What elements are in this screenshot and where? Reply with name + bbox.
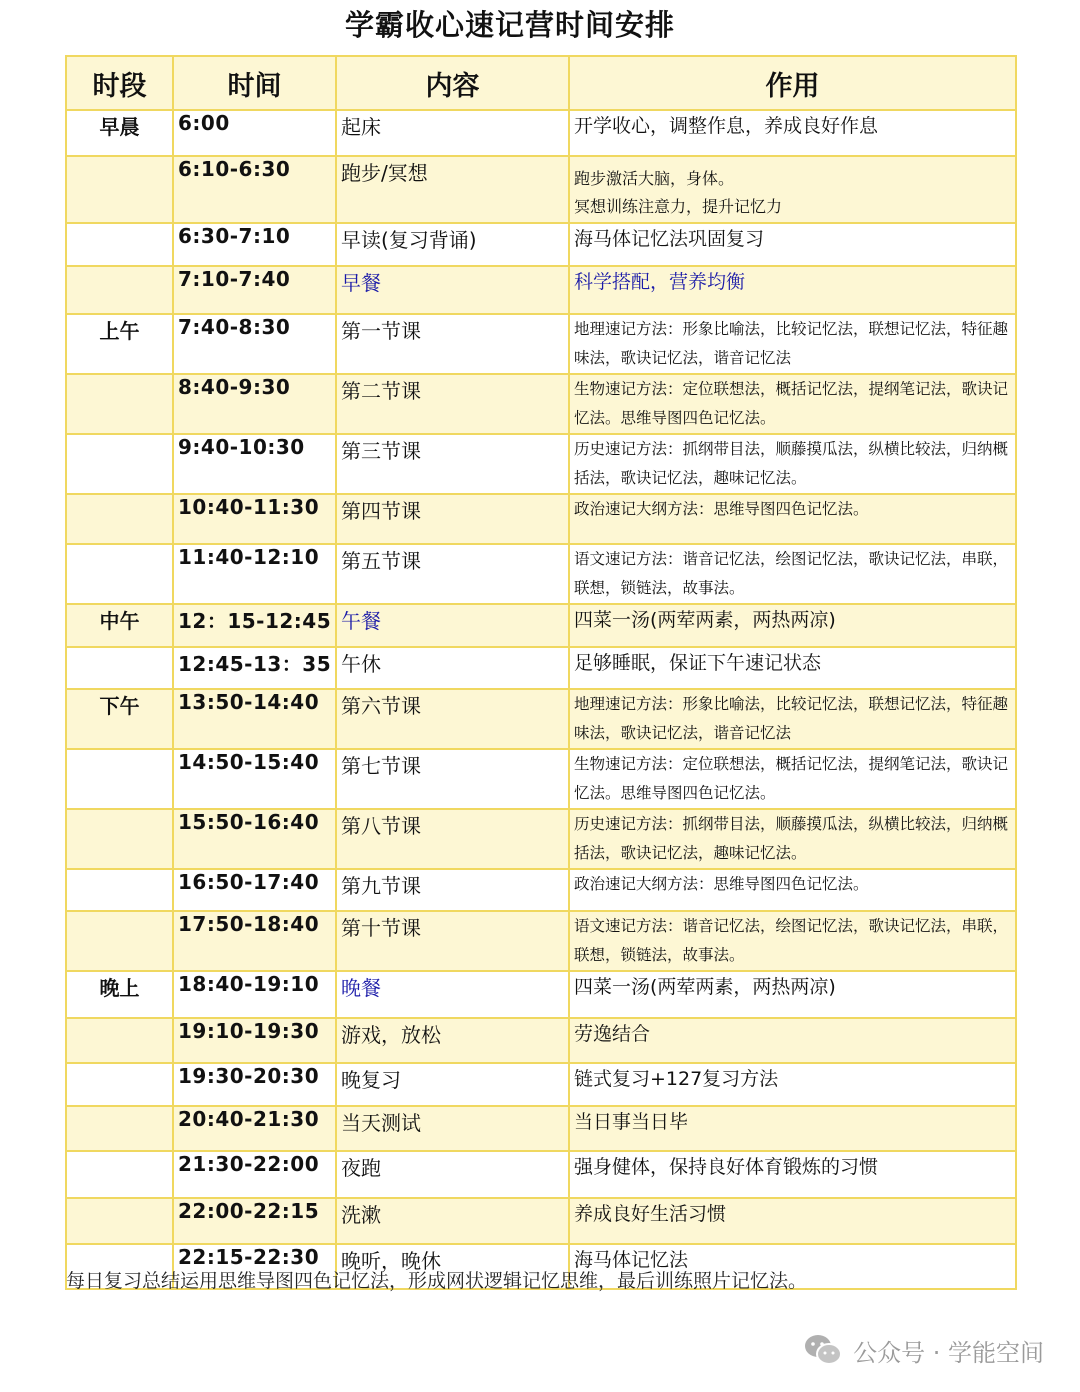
table-row [66, 604, 1016, 647]
table-row [66, 647, 1016, 689]
effect-cell: 历史速记方法：抓纲带目法，顺藤摸瓜法，纵横比较法，归纳概括法，歌诀记忆法，趣味记忆法。 [569, 809, 1016, 869]
time-cell: 22:15-22:30 [173, 1244, 336, 1289]
content-cell: 第九节课 [336, 869, 569, 911]
watermark [803, 1330, 1044, 1370]
effect-cell: 政治速记大纲方法：思维导图四色记忆法。 [569, 494, 1016, 544]
table-row [66, 434, 1016, 494]
header-period: 时段 [66, 56, 173, 110]
time-cell: 6:10-6:30 [173, 156, 336, 223]
effect-cell: 生物速记方法：定位联想法，概括记忆法，提纲笔记法，歌诀记忆法。思维导图四色记忆法。 [569, 374, 1016, 434]
content-cell: 第一节课 [336, 314, 569, 374]
period-cell: 下午 [66, 689, 173, 749]
footnote: 每日复习总结运用思维导图四色记忆法，形成网状逻辑记忆思维，最后训练照片记忆法。 [66, 1270, 808, 1292]
period-cell [66, 494, 173, 544]
time-cell: 19:10-19:30 [173, 1018, 336, 1063]
effect-cell: 海马体记忆法巩固复习 [569, 223, 1016, 266]
content-cell: 洗漱 [336, 1198, 569, 1244]
effect-cell: 语文速记方法：谐音记忆法，绘图记忆法，歌诀记忆法，串联，联想，锁链法，故事法。 [569, 544, 1016, 604]
content-cell: 第二节课 [336, 374, 569, 434]
time-cell: 16:50-17:40 [173, 869, 336, 911]
table-row [66, 749, 1016, 809]
table-row [66, 266, 1016, 314]
wechat-icon [803, 1333, 843, 1367]
content-cell: 第三节课 [336, 434, 569, 494]
time-cell: 10:40-11:30 [173, 494, 336, 544]
content-cell: 第八节课 [336, 809, 569, 869]
table-row [66, 809, 1016, 869]
period-cell [66, 1151, 173, 1198]
content-cell: 午休 [336, 647, 569, 689]
time-cell: 12：15-12:45 [173, 604, 336, 647]
period-cell [66, 647, 173, 689]
period-cell [66, 434, 173, 494]
period-cell [66, 749, 173, 809]
content-cell: 晚听，晚休 [336, 1244, 569, 1289]
table-row [66, 689, 1016, 749]
effect-cell: 劳逸结合 [569, 1018, 1016, 1063]
period-cell [66, 266, 173, 314]
header-content: 内容 [336, 56, 569, 110]
period-cell [66, 374, 173, 434]
time-cell: 14:50-15:40 [173, 749, 336, 809]
header-effect: 作用 [569, 56, 1016, 110]
content-cell: 早读(复习背诵) [336, 223, 569, 266]
table-row [66, 494, 1016, 544]
content-cell: 晚餐 [336, 971, 569, 1018]
period-cell [66, 869, 173, 911]
content-cell: 第四节课 [336, 494, 569, 544]
time-cell: 11:40-12:10 [173, 544, 336, 604]
table-row [66, 869, 1016, 911]
content-cell: 当天测试 [336, 1106, 569, 1151]
effect-cell [569, 156, 1016, 223]
period-cell: 中午 [66, 604, 173, 647]
content-cell: 早餐 [336, 266, 569, 314]
effect-line: 冥想训练注意力，提升记忆力 [574, 197, 783, 216]
content-cell: 夜跑 [336, 1151, 569, 1198]
table-row [66, 156, 1016, 223]
time-cell: 20:40-21:30 [173, 1106, 336, 1151]
content-cell: 晚复习 [336, 1063, 569, 1106]
content-cell: 跑步/冥想 [336, 156, 569, 223]
time-cell: 7:40-8:30 [173, 314, 336, 374]
table-row [66, 1106, 1016, 1151]
content-cell: 午餐 [336, 604, 569, 647]
period-cell [66, 156, 173, 223]
period-cell: 上午 [66, 314, 173, 374]
period-cell: 早晨 [66, 110, 173, 156]
table-row [66, 1198, 1016, 1244]
period-cell [66, 1198, 173, 1244]
period-cell: 晚上 [66, 971, 173, 1018]
time-cell: 22:00-22:15 [173, 1198, 336, 1244]
effect-cell: 强身健体，保持良好体育锻炼的习惯 [569, 1151, 1016, 1198]
table-row [66, 1063, 1016, 1106]
time-cell: 6:00 [173, 110, 336, 156]
header-time: 时间 [173, 56, 336, 110]
time-cell: 19:30-20:30 [173, 1063, 336, 1106]
effect-cell: 地理速记方法：形象比喻法，比较记忆法，联想记忆法，特征趣味法，歌诀记忆法，谐音记忆法 [569, 689, 1016, 749]
effect-cell: 四菜一汤(两荤两素，两热两凉) [569, 971, 1016, 1018]
effect-cell: 语文速记方法：谐音记忆法，绘图记忆法，歌诀记忆法，串联，联想，锁链法，故事法。 [569, 911, 1016, 971]
effect-cell: 政治速记大纲方法：思维导图四色记忆法。 [569, 869, 1016, 911]
content-cell: 游戏，放松 [336, 1018, 569, 1063]
table-row [66, 911, 1016, 971]
time-cell: 13:50-14:40 [173, 689, 336, 749]
table-row [66, 314, 1016, 374]
effect-cell: 生物速记方法：定位联想法，概括记忆法，提纲笔记法，歌诀记忆法。思维导图四色记忆法。 [569, 749, 1016, 809]
table-row [66, 110, 1016, 156]
content-cell: 起床 [336, 110, 569, 156]
time-cell: 6:30-7:10 [173, 223, 336, 266]
effect-cell: 当日事当日毕 [569, 1106, 1016, 1151]
effect-cell: 地理速记方法：形象比喻法，比较记忆法，联想记忆法，特征趣味法，歌诀记忆法，谐音记忆法 [569, 314, 1016, 374]
effect-cell: 足够睡眠，保证下午速记状态 [569, 647, 1016, 689]
period-cell [66, 1063, 173, 1106]
time-cell: 18:40-19:10 [173, 971, 336, 1018]
time-cell: 9:40-10:30 [173, 434, 336, 494]
period-cell [66, 911, 173, 971]
content-cell: 第七节课 [336, 749, 569, 809]
time-cell: 21:30-22:00 [173, 1151, 336, 1198]
table-header-row [66, 56, 1016, 110]
effect-cell: 四菜一汤(两荤两素，两热两凉) [569, 604, 1016, 647]
table-row [66, 223, 1016, 266]
effect-cell: 链式复习+127复习方法 [569, 1063, 1016, 1106]
watermark-text: 公众号 · 学能空间 [853, 1338, 1044, 1367]
time-cell: 8:40-9:30 [173, 374, 336, 434]
period-cell [66, 1106, 173, 1151]
effect-cell: 海马体记忆法 [569, 1244, 1016, 1289]
period-cell [66, 1018, 173, 1063]
content-cell: 第十节课 [336, 911, 569, 971]
period-cell [66, 544, 173, 604]
period-cell [66, 223, 173, 266]
table-row [66, 1151, 1016, 1198]
effect-line: 跑步激活大脑，身体。 [574, 169, 735, 188]
schedule-table [65, 55, 1017, 1290]
time-cell: 15:50-16:40 [173, 809, 336, 869]
content-cell: 第五节课 [336, 544, 569, 604]
table-row [66, 1018, 1016, 1063]
table-row [66, 544, 1016, 604]
time-cell: 7:10-7:40 [173, 266, 336, 314]
time-cell: 17:50-18:40 [173, 911, 336, 971]
effect-cell: 历史速记方法：抓纲带目法，顺藤摸瓜法，纵横比较法，归纳概括法，歌诀记忆法，趣味记忆法。 [569, 434, 1016, 494]
effect-cell: 养成良好生活习惯 [569, 1198, 1016, 1244]
table-row [66, 374, 1016, 434]
content-cell: 第六节课 [336, 689, 569, 749]
period-cell [66, 809, 173, 869]
time-cell: 12:45-13：35 [173, 647, 336, 689]
table-row [66, 971, 1016, 1018]
effect-cell: 开学收心，调整作息，养成良好作息 [569, 110, 1016, 156]
effect-cell: 科学搭配，营养均衡 [569, 266, 1016, 314]
page-title: 学霸收心速记营时间安排 [344, 8, 675, 42]
